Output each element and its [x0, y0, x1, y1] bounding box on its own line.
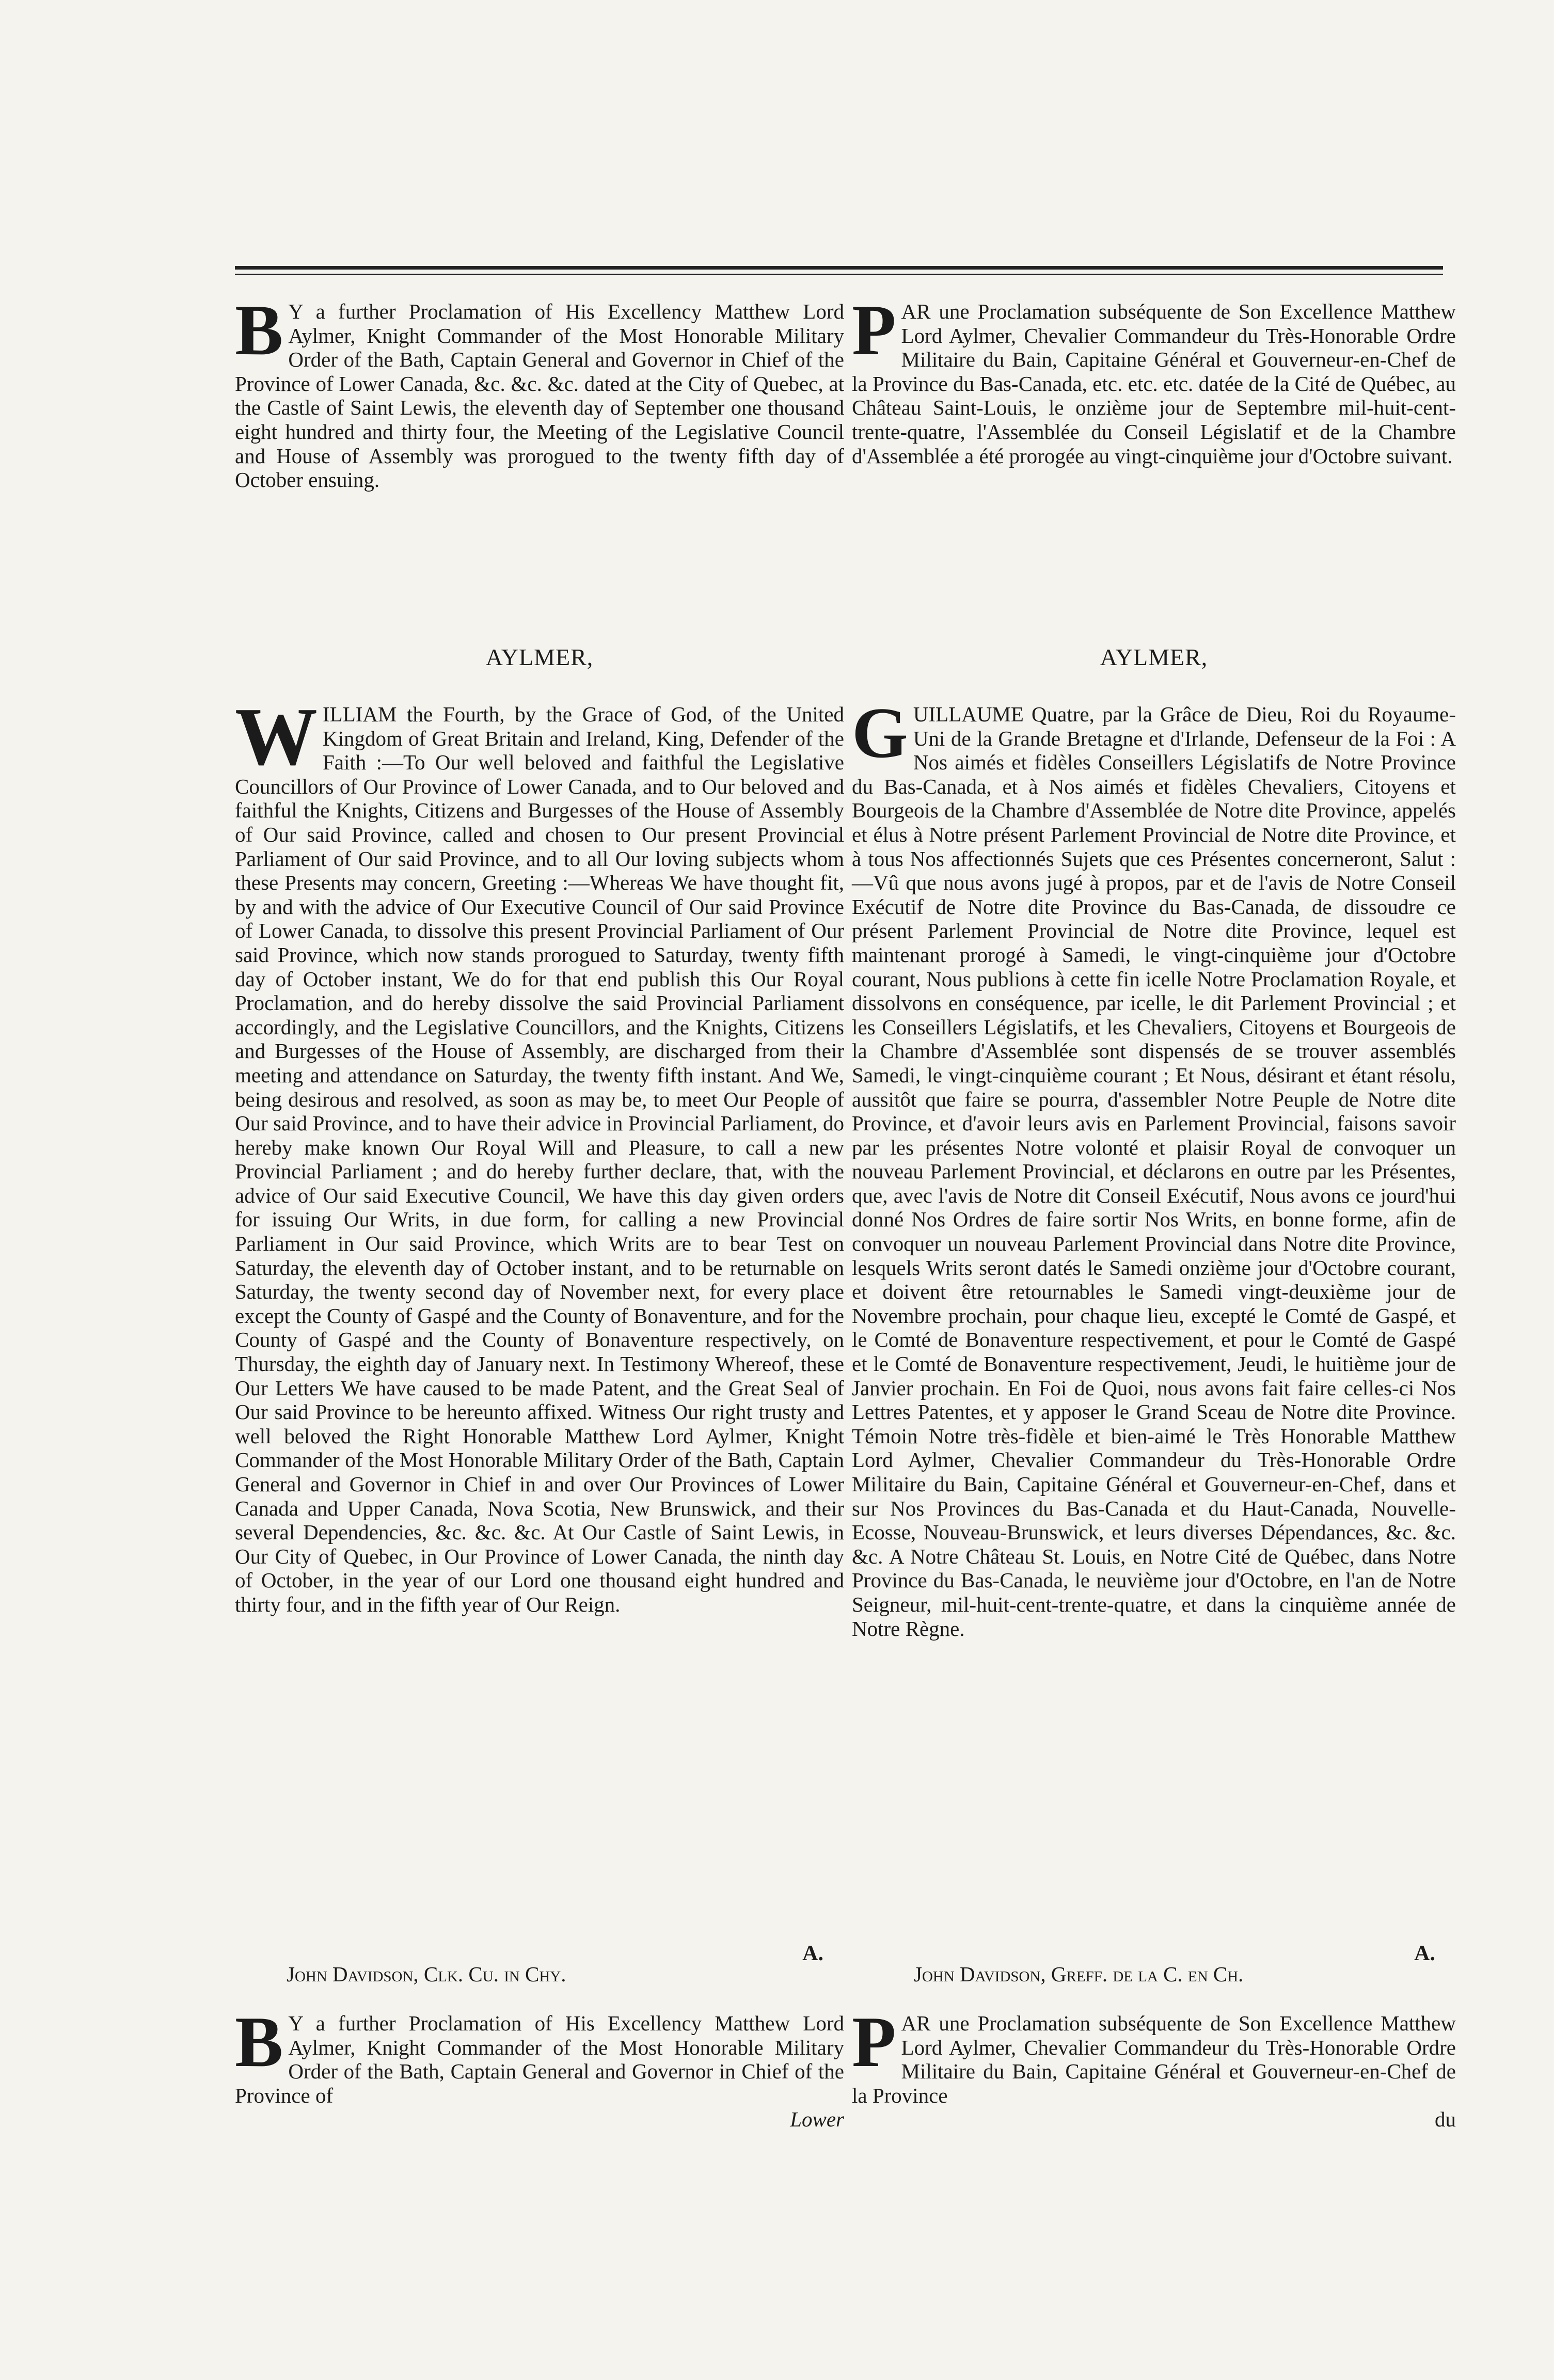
signature-en: AYLMER,: [485, 644, 594, 670]
top-rule: [235, 266, 1443, 270]
drop-cap: W: [235, 690, 318, 782]
signature-fr-wrap: [852, 602, 1456, 702]
proclamation-3-fr: [852, 2002, 1456, 2132]
seal-mark-fr: A.: [1414, 1942, 1435, 1965]
proclamation-3-en: [235, 2002, 844, 2132]
drop-cap: B: [235, 2002, 283, 2082]
proclamation-1-fr: [852, 290, 1456, 602]
drop-cap: P: [852, 2002, 896, 2082]
french-column: [852, 290, 1456, 2132]
proclamation-2-en: [235, 690, 844, 1936]
signature-fr: AYLMER,: [1100, 644, 1208, 670]
proclamation-3-en-text: B Y a further Proclamation of His Excellency Matthew Lord Aylmer, Knight Commander of the Most Honorable Military Order of the Bath, Captain General and Governor in Chief of the Province of: [235, 2002, 844, 2107]
proclamation-1-fr-text: PAR une Proclamation subséquente de Son Excellence Matthew Lord Aylmer, Chevalier Commandeur du Très-Honorable Ordre Militaire du Bain, Capitaine Général et Gouverneur-en-Chef de la Province du Bas-Canada, etc. etc. etc. datée de la Cité de Québec, au Château Saint-Louis, le onzième jour de Septembre mil-huit-cent-trente-quatre, l'Assemblée du Conseil Législatif et de la Chambre d'Assemblée a été prorogée au vingt-cinquième jour d'Octobre suivant.: [852, 290, 1456, 468]
proclamation-3-fr-text: PAR une Proclamation subséquente de Son Excellence Matthew Lord Aylmer, Chevalier Commandeur du Très-Honorable Ordre Militaire du Bain, Capitaine Général et Gouverneur-en-Chef de la Province: [852, 2002, 1456, 2107]
signature-en-wrap: [235, 602, 844, 702]
proclamation-1-en-text: B Y a further Proclamation of His Excellency Matthew Lord Aylmer, Knight Commander of the Most Honorable Military Order of the Bath, Captain General and Governor in Chief of the Province of Lower Canada, &c. &c. &c. dated at the City of Quebec, at the Castle of Saint Lewis, the eleventh day of September one thousand eight hundred and thirty four, the Meeting of the Legislative Council and House of Assembly was prorogued to the twenty fifth day of October ensuing.: [235, 290, 844, 492]
drop-cap: B: [235, 290, 283, 370]
drop-cap: P: [852, 290, 896, 370]
proclamation-2-fr: [852, 693, 1456, 1936]
english-column: [235, 290, 844, 2132]
clerk-signature-fr: John Davidson, Greff. de la C. en Ch.: [914, 1962, 1244, 1986]
top-rule-thin: [235, 274, 1443, 275]
clerk-signature-en: John Davidson, Clk. Cu. in Chy.: [287, 1962, 566, 1986]
drop-cap: G: [852, 693, 908, 773]
seal-mark-en: A.: [802, 1942, 823, 1965]
proclamation-2-fr-text: GUILLAUME Quatre, par la Grâce de Dieu, Roi du Royaume-Uni de la Grande Bretagne et d'Irlande, Defenseur de la Foi : A Nos aimés et fidèles Conseillers Législatifs de Notre Province du Bas-Canada, et à Nos aimés et fidèles Chevaliers, Citoyens et Bourgeois de la Chambre d'Assemblée de Notre dite Province, appelés et élus à Notre présent Parlement Provincial de Notre dite Province, et à tous Nos affectionnés Sujets que ces Présentes concerneront, Salut :—Vû que nous avons jugé à propos, par et de l'avis de Notre Conseil Exécutif de Notre dite Province du Bas-Canada, de dissoudre ce présent Parlement Provincial de Notre dite Province, lequel est maintenant prorogé à Samedi, le vingt-cinquième jour d'Octobre courant, Nous publions à cette fin icelle Notre Proclamation Royale, et dissolvons en conséquence, par icelle, le dit Parlement Provincial ; et les Conseillers Législatifs, et les Chevaliers, Citoyens et Bourgeois de la Chambre d'Assemblée sont dispensés de se trouver assemblés Samedi, le vingt-cinquième courant ; Et Nous, désirant et étant résolu, aussitôt que faire se pourra, d'assembler Notre Peuple de Notre dite Province, et d'avoir leurs avis en Parlement Provincial, faisons savoir par les présentes Notre volonté et plaisir Royal de convoquer un nouveau Parlement Provincial, et déclarons en outre par les Présentes, que, avec l'avis de Notre dit Conseil Exécutif, Nous avons ce jourd'hui donné Nos Ordres de faire sortir Nos Writs, en bonne forme, afin de convoquer un nouveau Parlement Provincial dans Notre dite Province, lesquels Writs seront datés le Samedi onzième jour d'Octobre courant, et doivent être retournables le Samedi vingt-deuxième jour de Novembre prochain, pour chaque lieu, excepté le Comté de Gaspé, et le Comté de Bonaventure respectivement, et pour le Comté de Gaspé et le Comté de Bonaventure respectivement, Jeudi, le huitième jour de Janvier prochain. En Foi de Quoi, nous avons fait faire celles-ci Nos Lettres Patentes, et y apposer le Grand Sceau de Notre dite Province. Témoin Notre très-fidèle et bien-aimé le Très Honorable Matthew Lord Aylmer, Chevalier Commandeur du Très-Honorable Ordre Militaire du Bain, Capitaine Général et Gouverneur-en-Chef, dans et sur Nos Provinces du Bas-Canada et du Haut-Canada, Nouvelle-Ecosse, Nouveau-Brunswick, et leurs diverses Dépendances, &c. &c. &c. A Notre Château St. Louis, en Notre Cité de Québec, dans Notre Province du Bas-Canada, le neuvième jour d'Octobre, en l'an de Notre Seigneur, mil-huit-cent-trente-quatre, et dans la cinquième année de Notre Règne.: [852, 693, 1456, 1641]
catchword-fr: du: [1435, 2107, 1456, 2132]
proclamation-1-en: [235, 290, 844, 602]
proclamation-2-en-text: WILLIAM the Fourth, by the Grace of God, of the United Kingdom of Great Britain and Ireland, King, Defender of the Faith :—To Our well beloved and faithful the Legislative Councillors of Our Province of Lower Canada, and to Our beloved and faithful the Knights, Citizens and Burgesses of the House of Assembly of Our said Province, called and chosen to Our present Provincial Parliament of Our said Province, and to all Our loving subjects whom these Presents may concern, Greeting :—Whereas We have thought fit, by and with the advice of Our Executive Council of Our said Province of Lower Canada, to dissolve this present Provincial Parliament of Our said Province, which now stands prorogued to Saturday, twenty fifth day of October instant, We do for that end publish this Our Royal Proclamation, and do hereby dissolve the said Provincial Parliament accordingly, and the Legislative Councillors, and the Knights, Citizens and Burgesses of the House of Assembly, are discharged from their meeting and attendance on Saturday, the twenty fifth instant. And We, being desirous and resolved, as soon as may be, to meet Our People of Our said Province, and to have their advice in Provincial Parliament, do hereby make known Our Royal Will and Pleasure, to call a new Provincial Parliament ; and do hereby further declare, that, with the advice of Our said Executive Council, We have this day given orders for issuing Our Writs, in due form, for calling a new Provincial Parliament in Our said Province, which Writs are to bear Test on Saturday, the eleventh day of October instant, and to be returnable on Saturday, the twenty second day of November next, for every place except the County of Gaspé and the County of Bonaventure, and for the County of Gaspé and the County of Bonaventure respectively, on Thursday, the eighth day of January next. In Testimony Whereof, these Our Letters We have caused to be made Patent, and the Great Seal of Our said Province to be hereunto affixed. Witness Our right trusty and well beloved the Right Honorable Matthew Lord Aylmer, Knight Commander of the Most Honorable Military Order of the Bath, Captain General and Governor in Chief in and over Our Provinces of Lower Canada and Upper Canada, Nova Scotia, New Brunswick, and their several Dependencies, &c. &c. &c. At Our Castle of Saint Lewis, in Our City of Quebec, in Our Province of Lower Canada, the ninth day of October, in the year of our Lord one thousand eight hundred and thirty four, and in the fifth year of Our Reign.: [235, 690, 844, 1616]
catchword-en: Lower: [790, 2107, 844, 2132]
